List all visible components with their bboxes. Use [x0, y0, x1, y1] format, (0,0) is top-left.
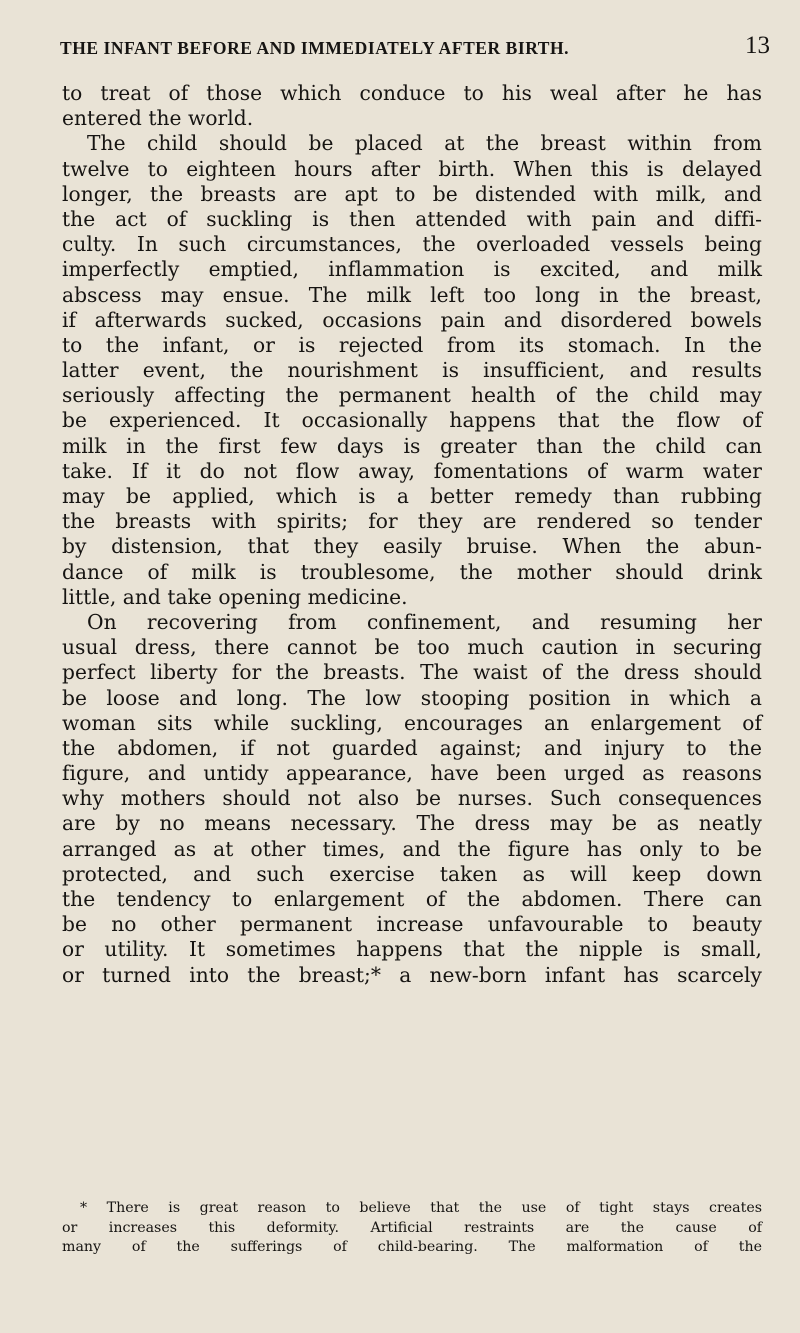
text-line: little, and take opening medicine.	[62, 584, 408, 609]
text-line: or utility. It sometimes happens that the nipple is small,	[62, 937, 762, 962]
text-line: be no other permanent increase unfavourable to beauty	[62, 912, 762, 937]
text-line: twelve to eighteen hours after birth. When this is delayed	[62, 156, 762, 181]
text-line: entered the world.	[62, 106, 254, 131]
text-line: usual dress, there cannot be too much caution in securing	[62, 635, 762, 660]
text-line: culty. In such circumstances, the overloaded vessels being	[62, 232, 762, 257]
text-line: longer, the breasts are apt to be distended with milk, and	[62, 181, 762, 206]
text-line: The child should be placed at the breast within from	[87, 131, 762, 156]
text-line: the act of suckling is then attended with pain and diffi-	[62, 206, 762, 231]
text-line: by distension, that they easily bruise. When the abun-	[62, 534, 762, 559]
text-line: are by no means necessary. The dress may be as neatly	[62, 811, 762, 836]
text-line: be loose and long. The low stooping position in which a	[62, 685, 762, 710]
text-line: take. If it do not flow away, fomentations of warm water	[62, 458, 762, 483]
text-line: woman sits while suckling, encourages an enlargement of	[62, 710, 762, 735]
text-line: figure, and untidy appearance, have been urged as reasons	[62, 761, 762, 786]
text-line: milk in the first few days is greater than the child can	[62, 433, 762, 458]
text-line: to treat of those which conduce to his weal after he has	[62, 81, 762, 105]
text-line: the tendency to enlargement of the abdomen. There can	[62, 887, 762, 911]
text-line: imperfectly emptied, inflammation is excited, and milk	[62, 257, 762, 282]
footnote	[62, 1199, 762, 1258]
text-line: or turned into the breast;* a new-born infant has scarcely	[62, 962, 762, 987]
text-line: may be applied, which is a better remedy than rubbing	[62, 484, 762, 508]
running-head	[52, 34, 772, 62]
page-number: 13	[745, 32, 770, 59]
text-line: why mothers should not also be nurses. Such consequences	[62, 786, 762, 811]
footnote-line: * There is great reason to believe that the use of tight stays creates	[80, 1200, 762, 1216]
text-line: perfect liberty for the breasts. The waist of the dress should	[62, 660, 762, 685]
text-line: On recovering from confinement, and resuming her	[87, 609, 762, 634]
footnote-line: many of the sufferings of child-bearing. The malformation of the	[62, 1239, 762, 1255]
text-line: arranged as at other times, and the figure has only to be	[62, 836, 762, 861]
text-line: the breasts with spirits; for they are rendered so tender	[62, 509, 762, 534]
text-line: latter event, the nourishment is insufficient, and results	[62, 358, 762, 383]
footnote-line: or increases this deformity. Artificial restraints are the cause of	[62, 1219, 762, 1236]
text-line: to the infant, or is rejected from its stomach. In the	[62, 332, 762, 357]
body-text	[62, 81, 762, 988]
text-line: be experienced. It occasionally happens that the flow of	[62, 408, 762, 433]
text-line: protected, and such exercise taken as will keep down	[62, 861, 762, 886]
text-line: the abdomen, if not guarded against; and injury to the	[62, 735, 762, 760]
text-line: dance of milk is troublesome, the mother should drink	[62, 559, 762, 584]
text-line: if afterwards sucked, occasions pain and disordered bowels	[62, 307, 762, 332]
running-title: THE INFANT BEFORE AND IMMEDIATELY AFTER BIRTH.	[60, 38, 570, 58]
text-line: abscess may ensue. The milk left too long in the breast,	[62, 282, 762, 307]
text-line: seriously affecting the permanent health of the child may	[62, 383, 762, 408]
